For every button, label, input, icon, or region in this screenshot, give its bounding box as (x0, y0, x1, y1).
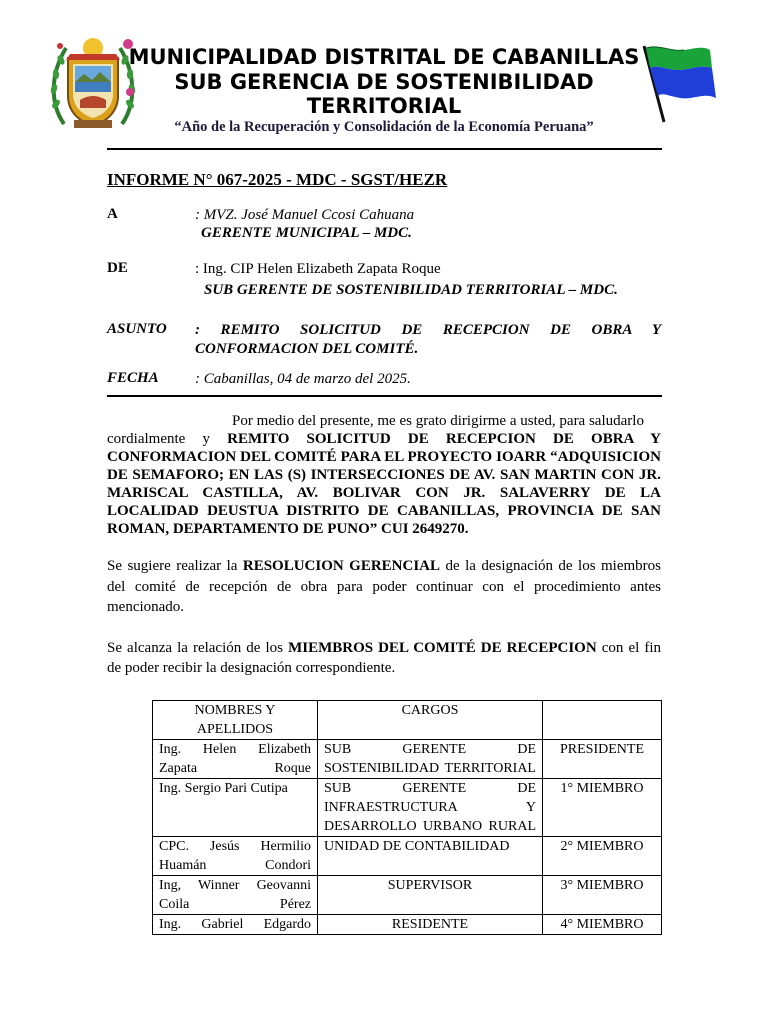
member-name: Ing. Helen Elizabeth Zapata Roque (153, 740, 318, 779)
member-name: Ing, Winner Geovanni Coila Pérez (153, 876, 318, 915)
subject-label: ASUNTO (107, 321, 167, 337)
paragraph-2-a: Se sugiere realizar la (107, 558, 243, 574)
table-header-row (153, 701, 662, 740)
member-cargo: RESIDENTE (318, 915, 543, 935)
paragraph-2-b: RESOLUCION GERENCIAL (242, 558, 441, 574)
table-header-role (543, 701, 662, 740)
sub-gerencia-line: SUB GERENCIA DE SOSTENIBILIDAD (174, 70, 594, 94)
from-role: SUB GERENTE DE SOSTENIBILIDAD TERRITORIAL – MDC. (204, 282, 618, 298)
table-header-cargos: CARGOS (318, 701, 543, 740)
member-role: PRESIDENTE (543, 740, 662, 779)
table-row (153, 779, 662, 837)
paragraph-3-a: Se alcanza la relación de los (107, 640, 289, 656)
member-role: 4° MIEMBRO (543, 915, 662, 935)
memo-divider (107, 395, 662, 397)
date-value: : Cabanillas, 04 de marzo del 2025. (195, 371, 411, 387)
paragraph-2-c: de la designación de los miembros del comité de recepción de obra para poder continuar con el procedimiento antes mencionado. (107, 558, 661, 615)
municipality-name: MUNICIPALIDAD DISTRITAL DE CABANILLAS (128, 45, 640, 69)
date-label: FECHA (107, 370, 159, 386)
member-cargo: SUB GERENTE DE INFRAESTRUCTURA Y DESARROLLO URBANO RURAL (318, 779, 543, 837)
member-cargo: SUPERVISOR (318, 876, 543, 915)
member-cargo: UNIDAD DE CONTABILIDAD (318, 837, 543, 876)
from-label: DE (107, 260, 128, 276)
from-name: : Ing. CIP Helen Elizabeth Zapata Roque (195, 261, 441, 277)
to-name: : MVZ. José Manuel Ccosi Cahuana (195, 207, 415, 223)
member-cargo: SUB GERENTE DE SOSTENIBILIDAD TERRITORIAL (318, 740, 543, 779)
member-name: Ing. Sergio Pari Cutipa (153, 779, 318, 837)
table-row (153, 876, 662, 915)
table-header-names: NOMBRES Y APELLIDOS (153, 701, 318, 740)
member-role: 3° MIEMBRO (543, 876, 662, 915)
table-row (153, 837, 662, 876)
table-row (153, 915, 662, 935)
member-role: 1° MIEMBRO (543, 779, 662, 837)
table-row (153, 740, 662, 779)
paragraph-1 (107, 430, 661, 538)
to-role: GERENTE MUNICIPAL – MDC. (201, 225, 412, 241)
paragraph-2 (107, 556, 661, 618)
paragraph-1-plain: cordialmente y (107, 431, 228, 447)
paragraph-1-bold: REMITO SOLICITUD DE RECEPCION DE OBRA Y CONFORMACION DEL COMITÉ PARA EL PROYECTO IOARR “ADQUISICION DE SEMAFORO; EN LAS (S) INTERSECCIONES DE AV. SAN MARTIN CON JR. MARISCAL CASTILLA, AV. BOLIVAR CON JR. SALAVERRY DE LA LOCALIDAD DEUSTUA DISTRITO DE CABANILLAS, PROVINCIA DE SAN ROMAN, DEPARTAMENTO DE PUNO” CUI 2649270. (107, 431, 661, 537)
header-divider (107, 148, 662, 150)
paragraph-3-b: MIEMBROS DEL COMITÉ DE RECEPCION (288, 640, 597, 656)
sub-gerencia-line-2: TERRITORIAL (306, 94, 462, 118)
paragraph-1-lead: Por medio del presente, me es grato dirigirme a usted, para saludarlo (232, 413, 644, 429)
subject-line-1: : REMITO SOLICITUD DE RECEPCION DE OBRA Y (195, 322, 661, 338)
report-title: INFORME N° 067-2025 - MDC - SGST/HEZR (107, 170, 448, 189)
member-role: 2° MIEMBRO (543, 837, 662, 876)
member-name: CPC. Jesús Hermilio Huamán Condori (153, 837, 318, 876)
committee-table (152, 700, 662, 935)
year-motto: “Año de la Recuperación y Consolidación de la Economía Peruana” (174, 119, 594, 135)
paragraph-3 (107, 639, 661, 678)
paragraph-3-c: con el fin de poder recibir la designación correspondiente. (107, 640, 661, 676)
subject-line-2: CONFORMACION DEL COMITÉ. (195, 341, 419, 357)
to-label: A (107, 206, 118, 222)
member-name: Ing. Gabriel Edgardo (153, 915, 318, 935)
